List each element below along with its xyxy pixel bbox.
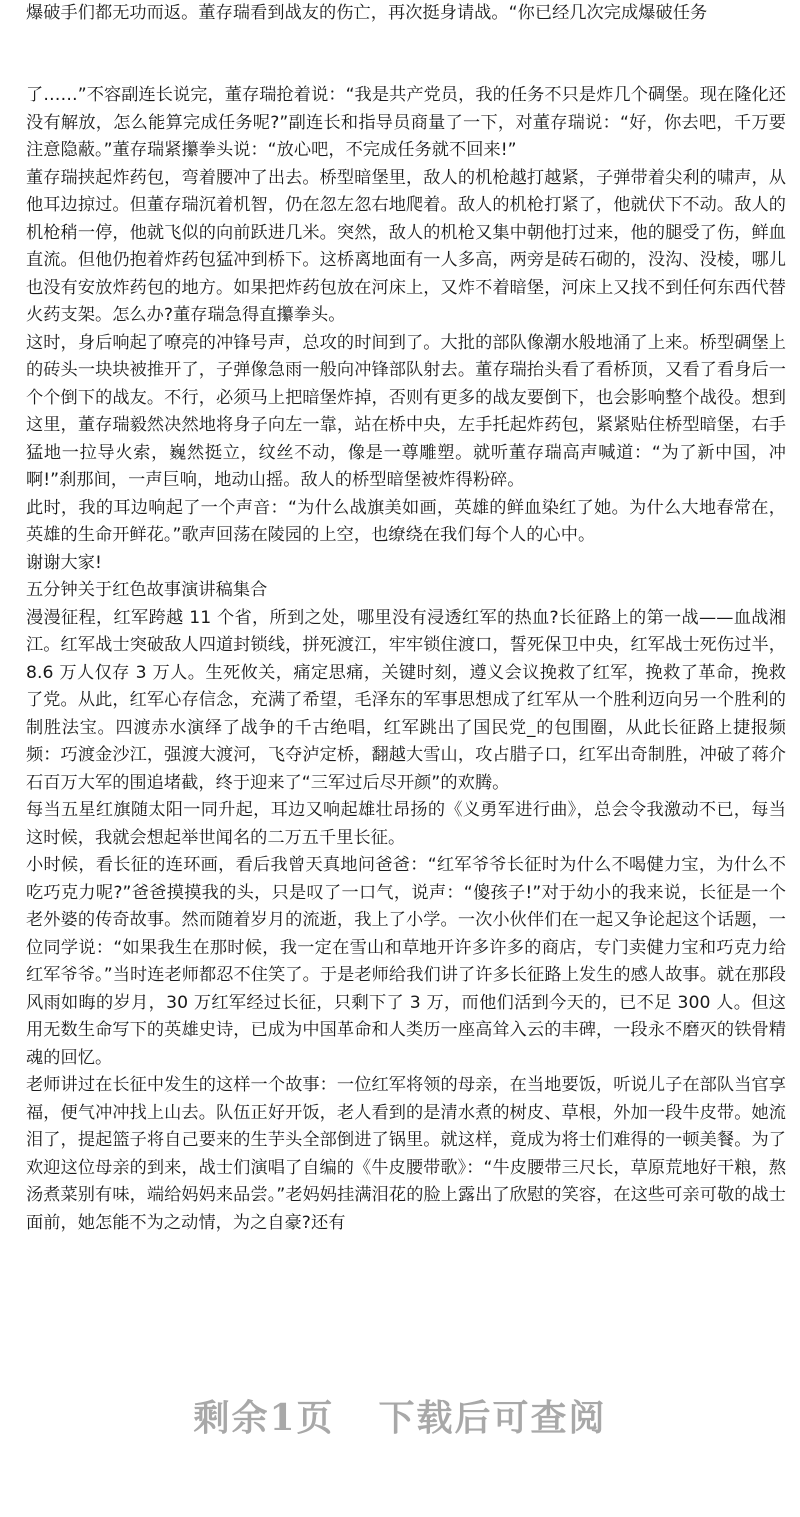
download-prompt[interactable] — [0, 1390, 800, 1441]
document-page-top — [26, 0, 786, 28]
section-title: 五分钟关于红色故事演讲稿集合 — [26, 580, 268, 600]
document-body — [26, 82, 786, 1237]
remaining-pages-label: 剩余1页 — [193, 1397, 335, 1439]
download-to-view-label: 下载后可查阅 — [378, 1397, 607, 1439]
paragraph: 小时候，看长征的连环画，看后我曾天真地问爸爸：“红军爷爷长征时为什么不喝健力宝，为什么不吃巧克力呢?”爸爸摸摸我的头，只是叹了一口气，说声：“傻孩子!”对于幼小的我来说，长征是一个老外婆的传奇故事。然而随着岁月的流逝，我上了小学。一次小伙伴们在一起又争论起这个话题，一位同学说：“如果我生在那时候，我一定在雪山和草地开许多许多的商店，专门卖健力宝和巧克力给红军爷爷。”当时连老师都忍不住笑了。于是老师给我们讲了许多长征路上发生的感人故事。就在那段风雨如晦的岁月，30 万红军经过长征，只剩下了 3 万，而他们活到今天的，已不足 300 人。但这用无数生命写下的英雄史诗，已成为中国革命和人类历一座高耸入云的丰碑，一段永不磨灭的铁骨精魂的回忆。 — [26, 855, 786, 1068]
paragraph: 这时，身后响起了嘹亮的冲锋号声，总攻的时间到了。大批的部队像潮水般地涌了上来。桥型碉堡上的砖头一块块被推开了，子弹像急雨一般向冲锋部队射去。董存瑞抬头看了看桥顶，又看了看身后一个个倒下的战友。不行，必须马上把暗堡炸掉，否则有更多的战友要倒下，也会影响整个战役。想到这里，董存瑞毅然决然地将身子向左一靠，站在桥中央，左手托起炸药包，紧紧贴住桥型暗堡，右手猛地一拉导火索，巍然挺立，纹丝不动，像是一尊雕塑。就听董存瑞高声喊道：“为了新中国，冲啊!”刹那间，一声巨响，地动山摇。敌人的桥型暗堡被炸得粉碎。 — [26, 332, 786, 490]
closing-line: 谢谢大家! — [26, 552, 102, 573]
paragraph: 老师讲过在长征中发生的这样一个故事：一位红军将领的母亲，在当地要饭，听说儿子在部队当官享福，便气冲冲找上山去。队伍正好开饭，老人看到的是清水煮的树皮、草根，外加一段牛皮带。她流泪了，提起篮子将自己要来的生芋头全部倒进了锅里。就这样，竟成为将士们难得的一顿美餐。为了欢迎这位母亲的到来，战士们演唱了自编的《牛皮腰带歌》：“牛皮腰带三尺长，草原荒地好干粮，熬汤煮菜别有味，端给妈妈来品尝。”老妈妈挂满泪花的脸上露出了欣慰的笑容，在这些可亲可敬的战士面前，她怎能不为之动情，为之自豪?还有 — [26, 1075, 786, 1233]
paragraph: 每当五星红旗随太阳一同升起，耳边又响起雄壮昂扬的《义勇军进行曲》，总会令我激动不已，每当这时候，我就会想起举世闻名的二万五千里长征。 — [26, 800, 786, 848]
paragraph: 了……”不容副连长说完，董存瑞抢着说：“我是共产党员，我的任务不只是炸几个碉堡。现在隆化还没有解放，怎么能算完成任务呢?”副连长和指导员商量了一下，对董存瑞说：“好，你去吧，千万要注意隐蔽。”董存瑞紧攥拳头说：“放心吧，不完成任务就不回来!” — [26, 85, 786, 160]
paragraph: 董存瑞挟起炸药包，弯着腰冲了出去。桥型暗堡里，敌人的机枪越打越紧，子弹带着尖利的啸声，从他耳边掠过。但董存瑞沉着机智，仍在忽左忽右地爬着。敌人的机枪打紧了，他就伏下不动。敌人的机枪稍一停，他就飞似的向前跃进几米。突然，敌人的机枪又集中朝他打过来，他的腿受了伤，鲜血直流。但他仍抱着炸药包猛冲到桥下。这桥离地面有一人多高，两旁是砖石砌的，没沟、没棱，哪儿也没有安放炸药包的地方。如果把炸药包放在河床上，又炸不着暗堡，河床上又找不到任何东西代替火药支架。怎么办?董存瑞急得直攥拳头。 — [26, 167, 786, 325]
paragraph: 漫漫征程，红军跨越 11 个省，所到之处，哪里没有浸透红军的热血?长征路上的第一战——血战湘江。红军战士突破敌人四道封锁线，拼死渡江，牢牢锁住渡口，誓死保卫中央，红军战士死伤过半，8.6 万人仅存 3 万人。生死攸关，痛定思痛，关键时刻，遵义会议挽救了红军，挽救了革命，挽救了党。从此，红军心存信念，充满了希望，毛泽东的军事思想成了红军从一个胜利迈向另一个胜利的制胜法宝。四渡赤水演绎了战争的千古绝唱，红军跳出了国民党_的包围圈，从此长征路上捷报频频：巧渡金沙江，强渡大渡河，飞夺泸定桥，翻越大雪山，攻占腊子口，红军出奇制胜，冲破了蒋介石百万大军的围追堵截，终于迎来了“三军过后尽开颜”的欢腾。 — [26, 607, 786, 793]
paragraph: 爆破手们都无功而返。董存瑞看到战友的伤亡，再次挺身请战。“你已经几次完成爆破任务 — [26, 3, 708, 23]
paragraph: 此时，我的耳边响起了一个声音：“为什么战旗美如画，英雄的鲜血染红了她。为什么大地春常在，英雄的生命开鲜花。”歌声回荡在陵园的上空，也缭绕在我们每个人的心中。 — [26, 497, 786, 545]
